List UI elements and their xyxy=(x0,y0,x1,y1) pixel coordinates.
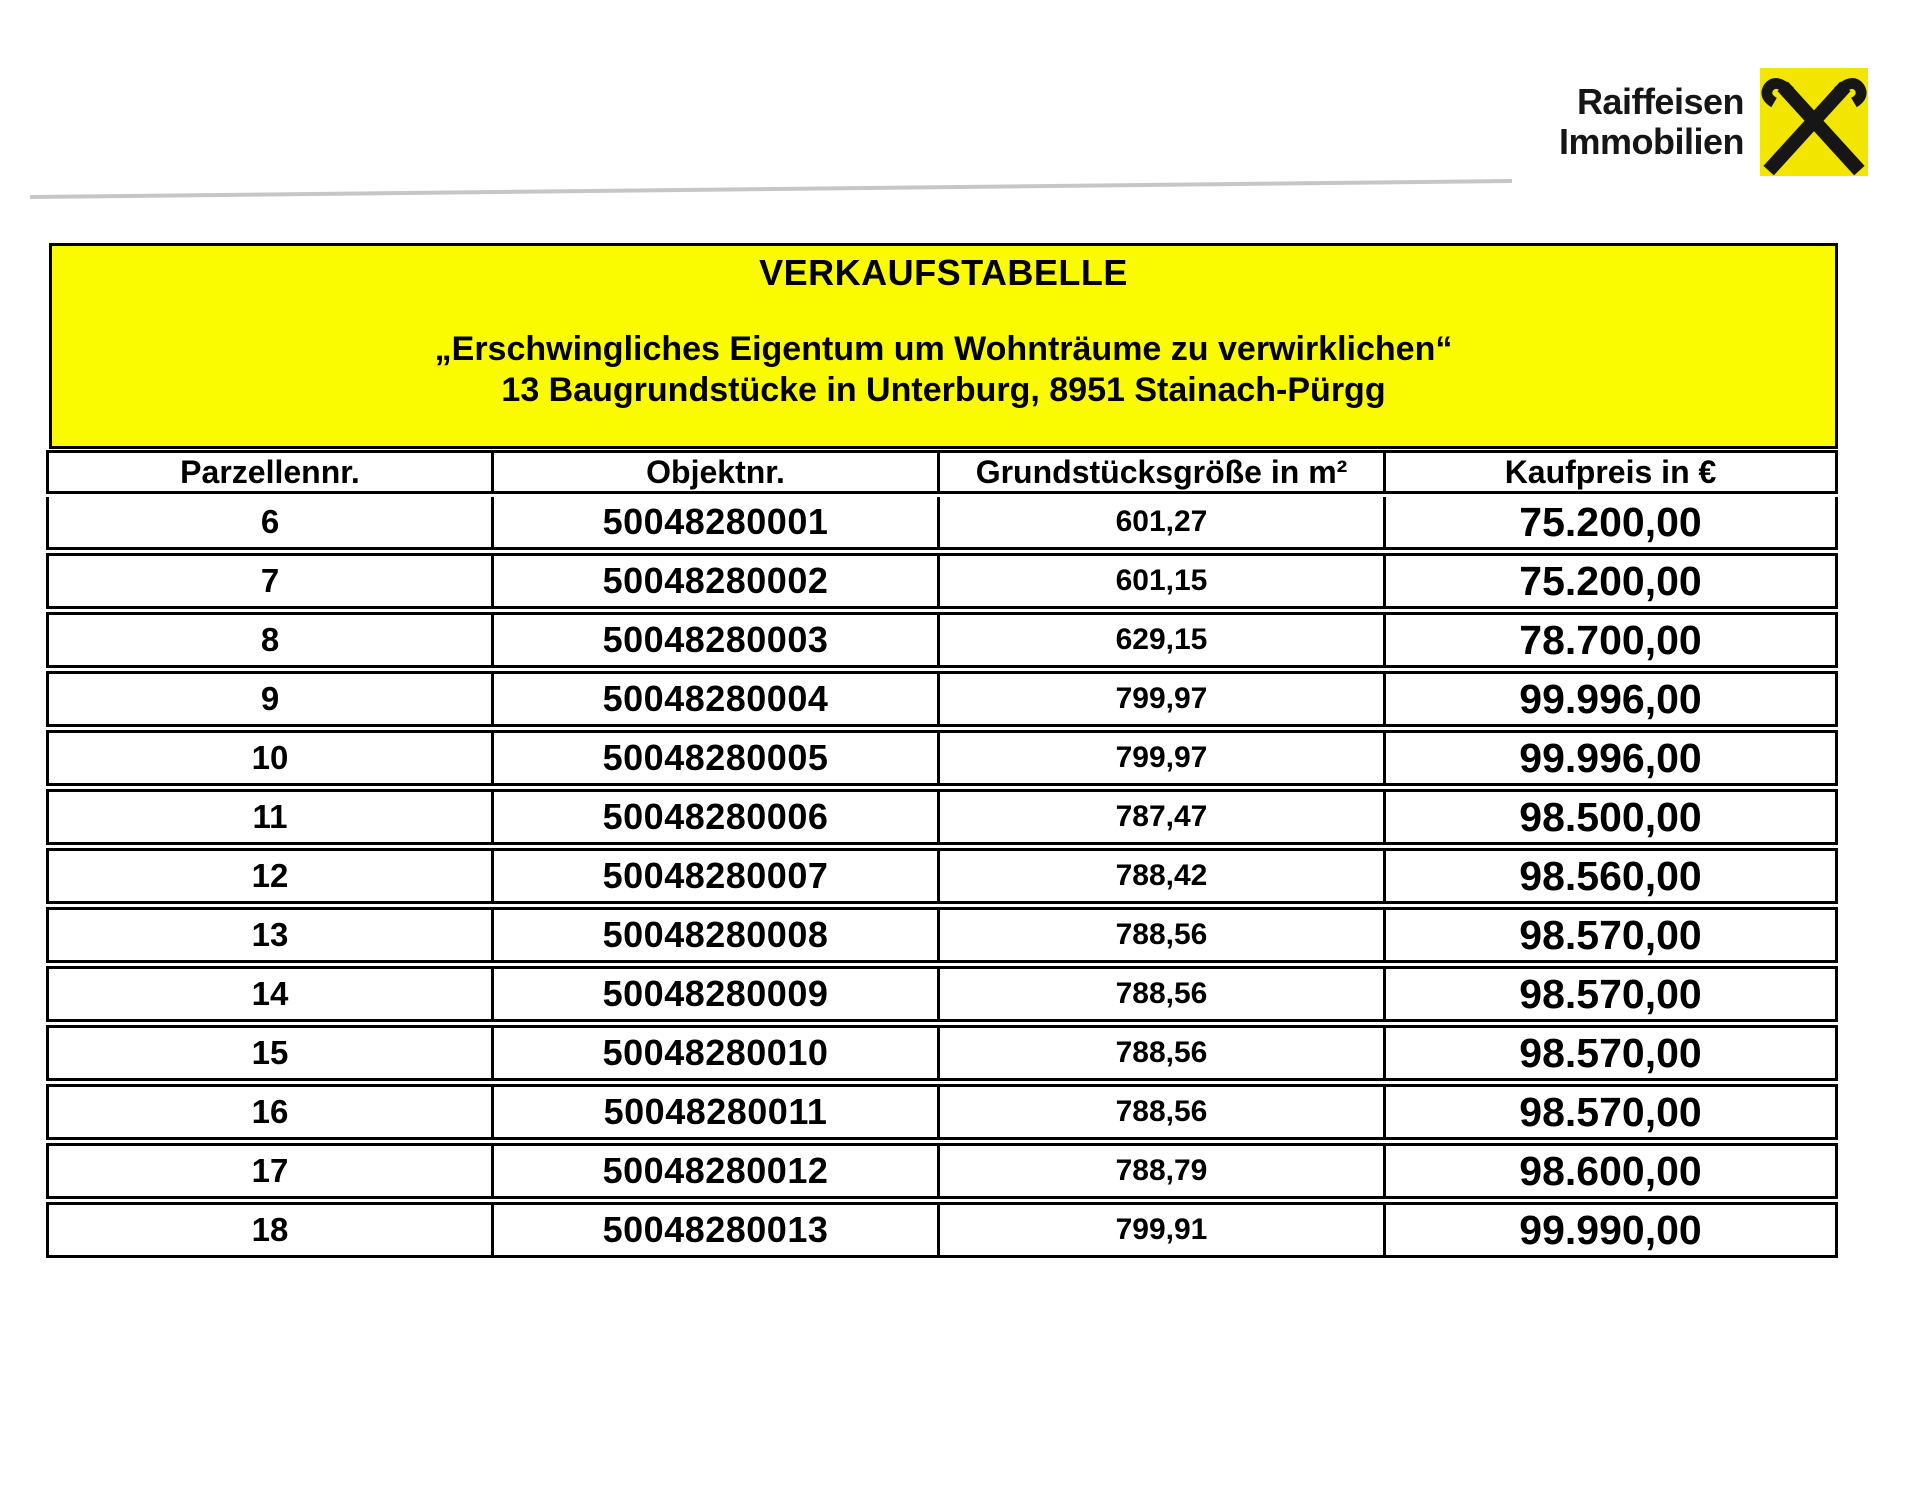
header-divider-line xyxy=(30,179,1512,199)
cell-grundstuecksgroesse: 601,15 xyxy=(937,553,1383,609)
cell-parzellennr: 16 xyxy=(46,1084,491,1140)
cell-parzellennr: 15 xyxy=(46,1025,491,1081)
table-row xyxy=(46,612,1838,668)
table-row xyxy=(46,966,1838,1022)
cell-parzellennr: 14 xyxy=(46,966,491,1022)
cell-objektnr: 50048280005 xyxy=(491,730,937,786)
cell-grundstuecksgroesse: 629,15 xyxy=(937,612,1383,668)
table-row xyxy=(46,1084,1838,1140)
cell-objektnr: 50048280013 xyxy=(491,1202,937,1258)
cell-parzellennr: 9 xyxy=(46,671,491,727)
cell-objektnr: 50048280003 xyxy=(491,612,937,668)
cell-objektnr: 50048280012 xyxy=(491,1143,937,1199)
cell-objektnr: 50048280011 xyxy=(491,1084,937,1140)
cell-kaufpreis: 98.600,00 xyxy=(1383,1143,1838,1199)
title-banner xyxy=(49,243,1838,449)
cell-objektnr: 50048280010 xyxy=(491,1025,937,1081)
brand-wordmark xyxy=(1559,82,1744,162)
cell-parzellennr: 8 xyxy=(46,612,491,668)
cell-kaufpreis: 75.200,00 xyxy=(1383,553,1838,609)
cell-objektnr: 50048280007 xyxy=(491,848,937,904)
table-row xyxy=(46,848,1838,904)
cell-grundstuecksgroesse: 788,56 xyxy=(937,966,1383,1022)
table-row xyxy=(46,553,1838,609)
cell-kaufpreis: 98.570,00 xyxy=(1383,966,1838,1022)
brand-header xyxy=(1559,68,1868,176)
table-row xyxy=(46,730,1838,786)
cell-kaufpreis: 98.500,00 xyxy=(1383,789,1838,845)
cell-objektnr: 50048280009 xyxy=(491,966,937,1022)
cell-grundstuecksgroesse: 788,79 xyxy=(937,1143,1383,1199)
cell-grundstuecksgroesse: 788,56 xyxy=(937,1025,1383,1081)
page-title: VERKAUFSTABELLE xyxy=(759,252,1128,293)
cell-kaufpreis: 98.570,00 xyxy=(1383,1025,1838,1081)
table-row xyxy=(46,1025,1838,1081)
cell-parzellennr: 18 xyxy=(46,1202,491,1258)
cell-parzellennr: 11 xyxy=(46,789,491,845)
cell-kaufpreis: 78.700,00 xyxy=(1383,612,1838,668)
cell-kaufpreis: 99.990,00 xyxy=(1383,1202,1838,1258)
table-row xyxy=(46,1202,1838,1258)
cell-objektnr: 50048280004 xyxy=(491,671,937,727)
table-row xyxy=(46,1143,1838,1199)
cell-kaufpreis: 99.996,00 xyxy=(1383,671,1838,727)
cell-objektnr: 50048280001 xyxy=(491,497,937,550)
cell-grundstuecksgroesse: 799,97 xyxy=(937,671,1383,727)
raiffeisen-gable-cross-icon xyxy=(1760,68,1868,176)
table-header-row xyxy=(46,450,1838,494)
banner-subtitle-1: „Erschwingliches Eigentum um Wohnträume zu verwirklichen“ xyxy=(434,330,1453,368)
cell-grundstuecksgroesse: 799,97 xyxy=(937,730,1383,786)
table-row xyxy=(46,671,1838,727)
cell-grundstuecksgroesse: 788,56 xyxy=(937,907,1383,963)
col-header-objektnr: Objektnr. xyxy=(491,450,937,494)
cell-parzellennr: 12 xyxy=(46,848,491,904)
cell-objektnr: 50048280006 xyxy=(491,789,937,845)
table-row xyxy=(46,497,1838,550)
cell-kaufpreis: 98.570,00 xyxy=(1383,907,1838,963)
cell-kaufpreis: 75.200,00 xyxy=(1383,497,1838,550)
cell-grundstuecksgroesse: 788,42 xyxy=(937,848,1383,904)
cell-grundstuecksgroesse: 788,56 xyxy=(937,1084,1383,1140)
cell-objektnr: 50048280008 xyxy=(491,907,937,963)
cell-objektnr: 50048280002 xyxy=(491,553,937,609)
col-header-kaufpreis: Kaufpreis in € xyxy=(1383,450,1838,494)
cell-kaufpreis: 99.996,00 xyxy=(1383,730,1838,786)
cell-kaufpreis: 98.570,00 xyxy=(1383,1084,1838,1140)
table-row xyxy=(46,907,1838,963)
cell-grundstuecksgroesse: 787,47 xyxy=(937,789,1383,845)
cell-parzellennr: 17 xyxy=(46,1143,491,1199)
cell-parzellennr: 10 xyxy=(46,730,491,786)
cell-kaufpreis: 98.560,00 xyxy=(1383,848,1838,904)
cell-parzellennr: 6 xyxy=(46,497,491,550)
cell-parzellennr: 7 xyxy=(46,553,491,609)
col-header-parzellennr: Parzellennr. xyxy=(46,450,491,494)
cell-parzellennr: 13 xyxy=(46,907,491,963)
brand-line2: Immobilien xyxy=(1558,121,1744,162)
table-row xyxy=(46,789,1838,845)
banner-subtitle-2: 13 Baugrundstücke in Unterburg, 8951 Stainach-Pürgg xyxy=(501,371,1386,409)
brand-line1: Raiffeisen xyxy=(1576,81,1744,122)
cell-grundstuecksgroesse: 601,27 xyxy=(937,497,1383,550)
cell-grundstuecksgroesse: 799,91 xyxy=(937,1202,1383,1258)
col-header-grundstuecksgroesse: Grundstücksgröße in m² xyxy=(937,450,1383,494)
sales-table xyxy=(46,447,1838,1261)
